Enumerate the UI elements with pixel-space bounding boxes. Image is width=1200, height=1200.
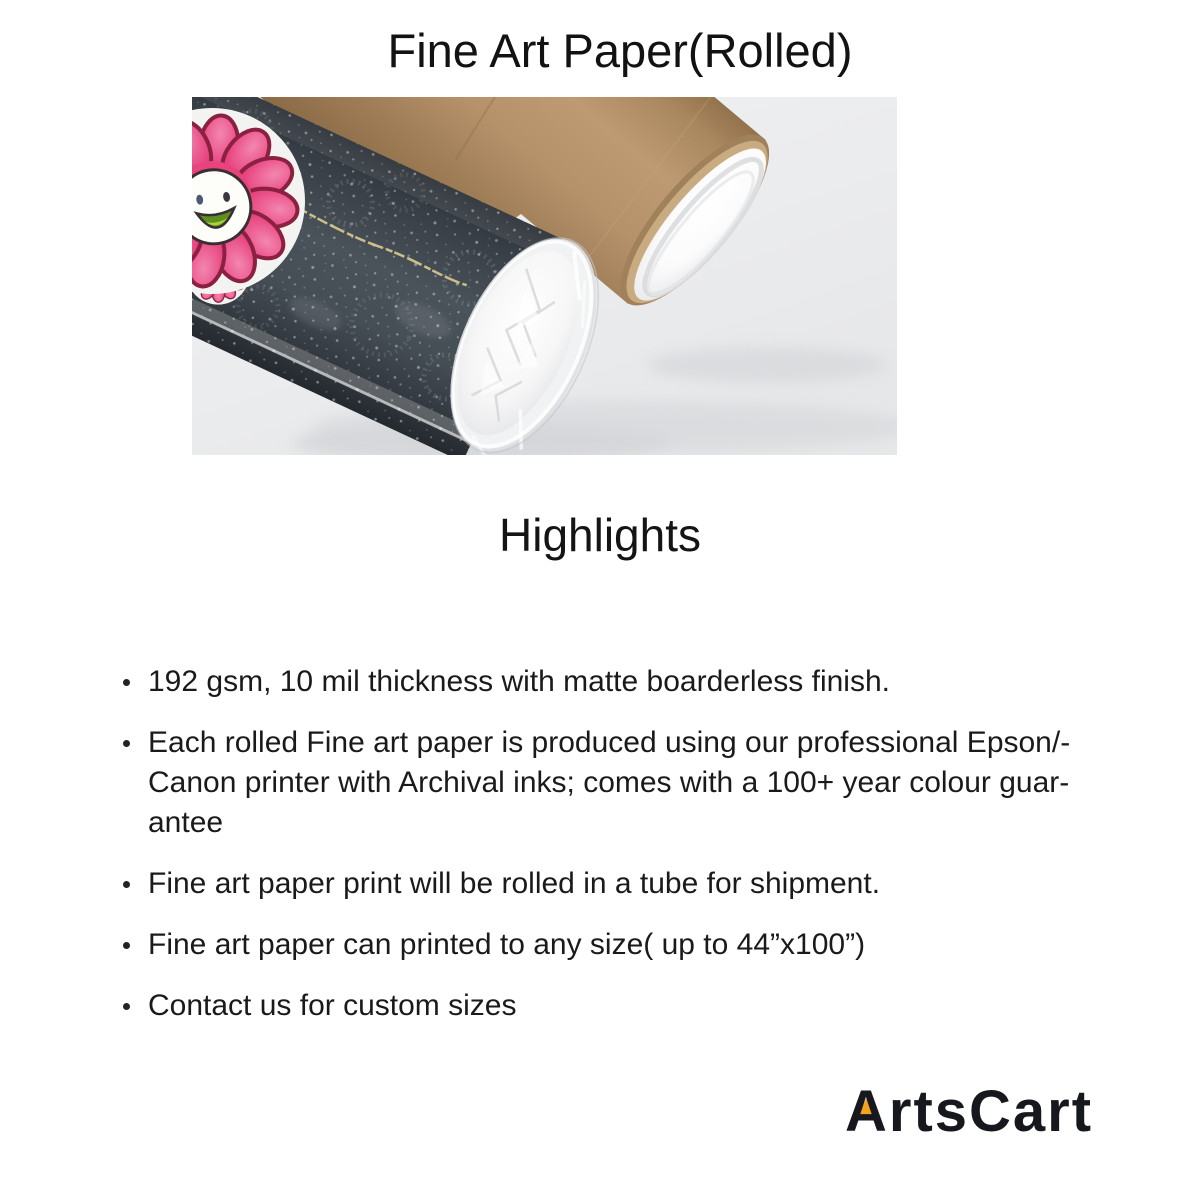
artscart-logo [845, 1079, 1094, 1149]
highlights-list [120, 662, 1190, 1047]
highlight-item [120, 925, 1190, 965]
bullet-dot [123, 740, 130, 747]
highlight-item [120, 662, 1190, 702]
bullet-dot [123, 679, 130, 686]
highlight-text: 192 gsm, 10 mil thickness with matte boarderless finish. [148, 665, 890, 698]
highlight-text: Fine art paper can printed to any size( up to 44”x100”) [148, 928, 866, 961]
highlight-text: Contact us for custom sizes [148, 989, 517, 1022]
bullet-dot [123, 942, 130, 949]
highlight-item [120, 723, 1190, 843]
highlight-text: Canon printer with Archival inks; comes with a 100+ year colour guar- [148, 766, 1070, 799]
page-title: Fine Art Paper(Rolled) [387, 24, 853, 77]
highlight-text: Each rolled Fine art paper is produced using our professional Epson/- [148, 726, 1071, 759]
bullet-dot [123, 1003, 130, 1010]
product-photo [192, 97, 897, 455]
highlight-item [120, 864, 1190, 904]
bullet-dot [123, 881, 130, 888]
highlights-heading: Highlights [499, 509, 701, 561]
logo-text: ArtsCart [845, 1079, 1094, 1144]
highlight-text: antee [148, 806, 224, 839]
highlight-item [120, 986, 1190, 1026]
highlight-text: Fine art paper print will be rolled in a tube for shipment. [148, 867, 881, 900]
